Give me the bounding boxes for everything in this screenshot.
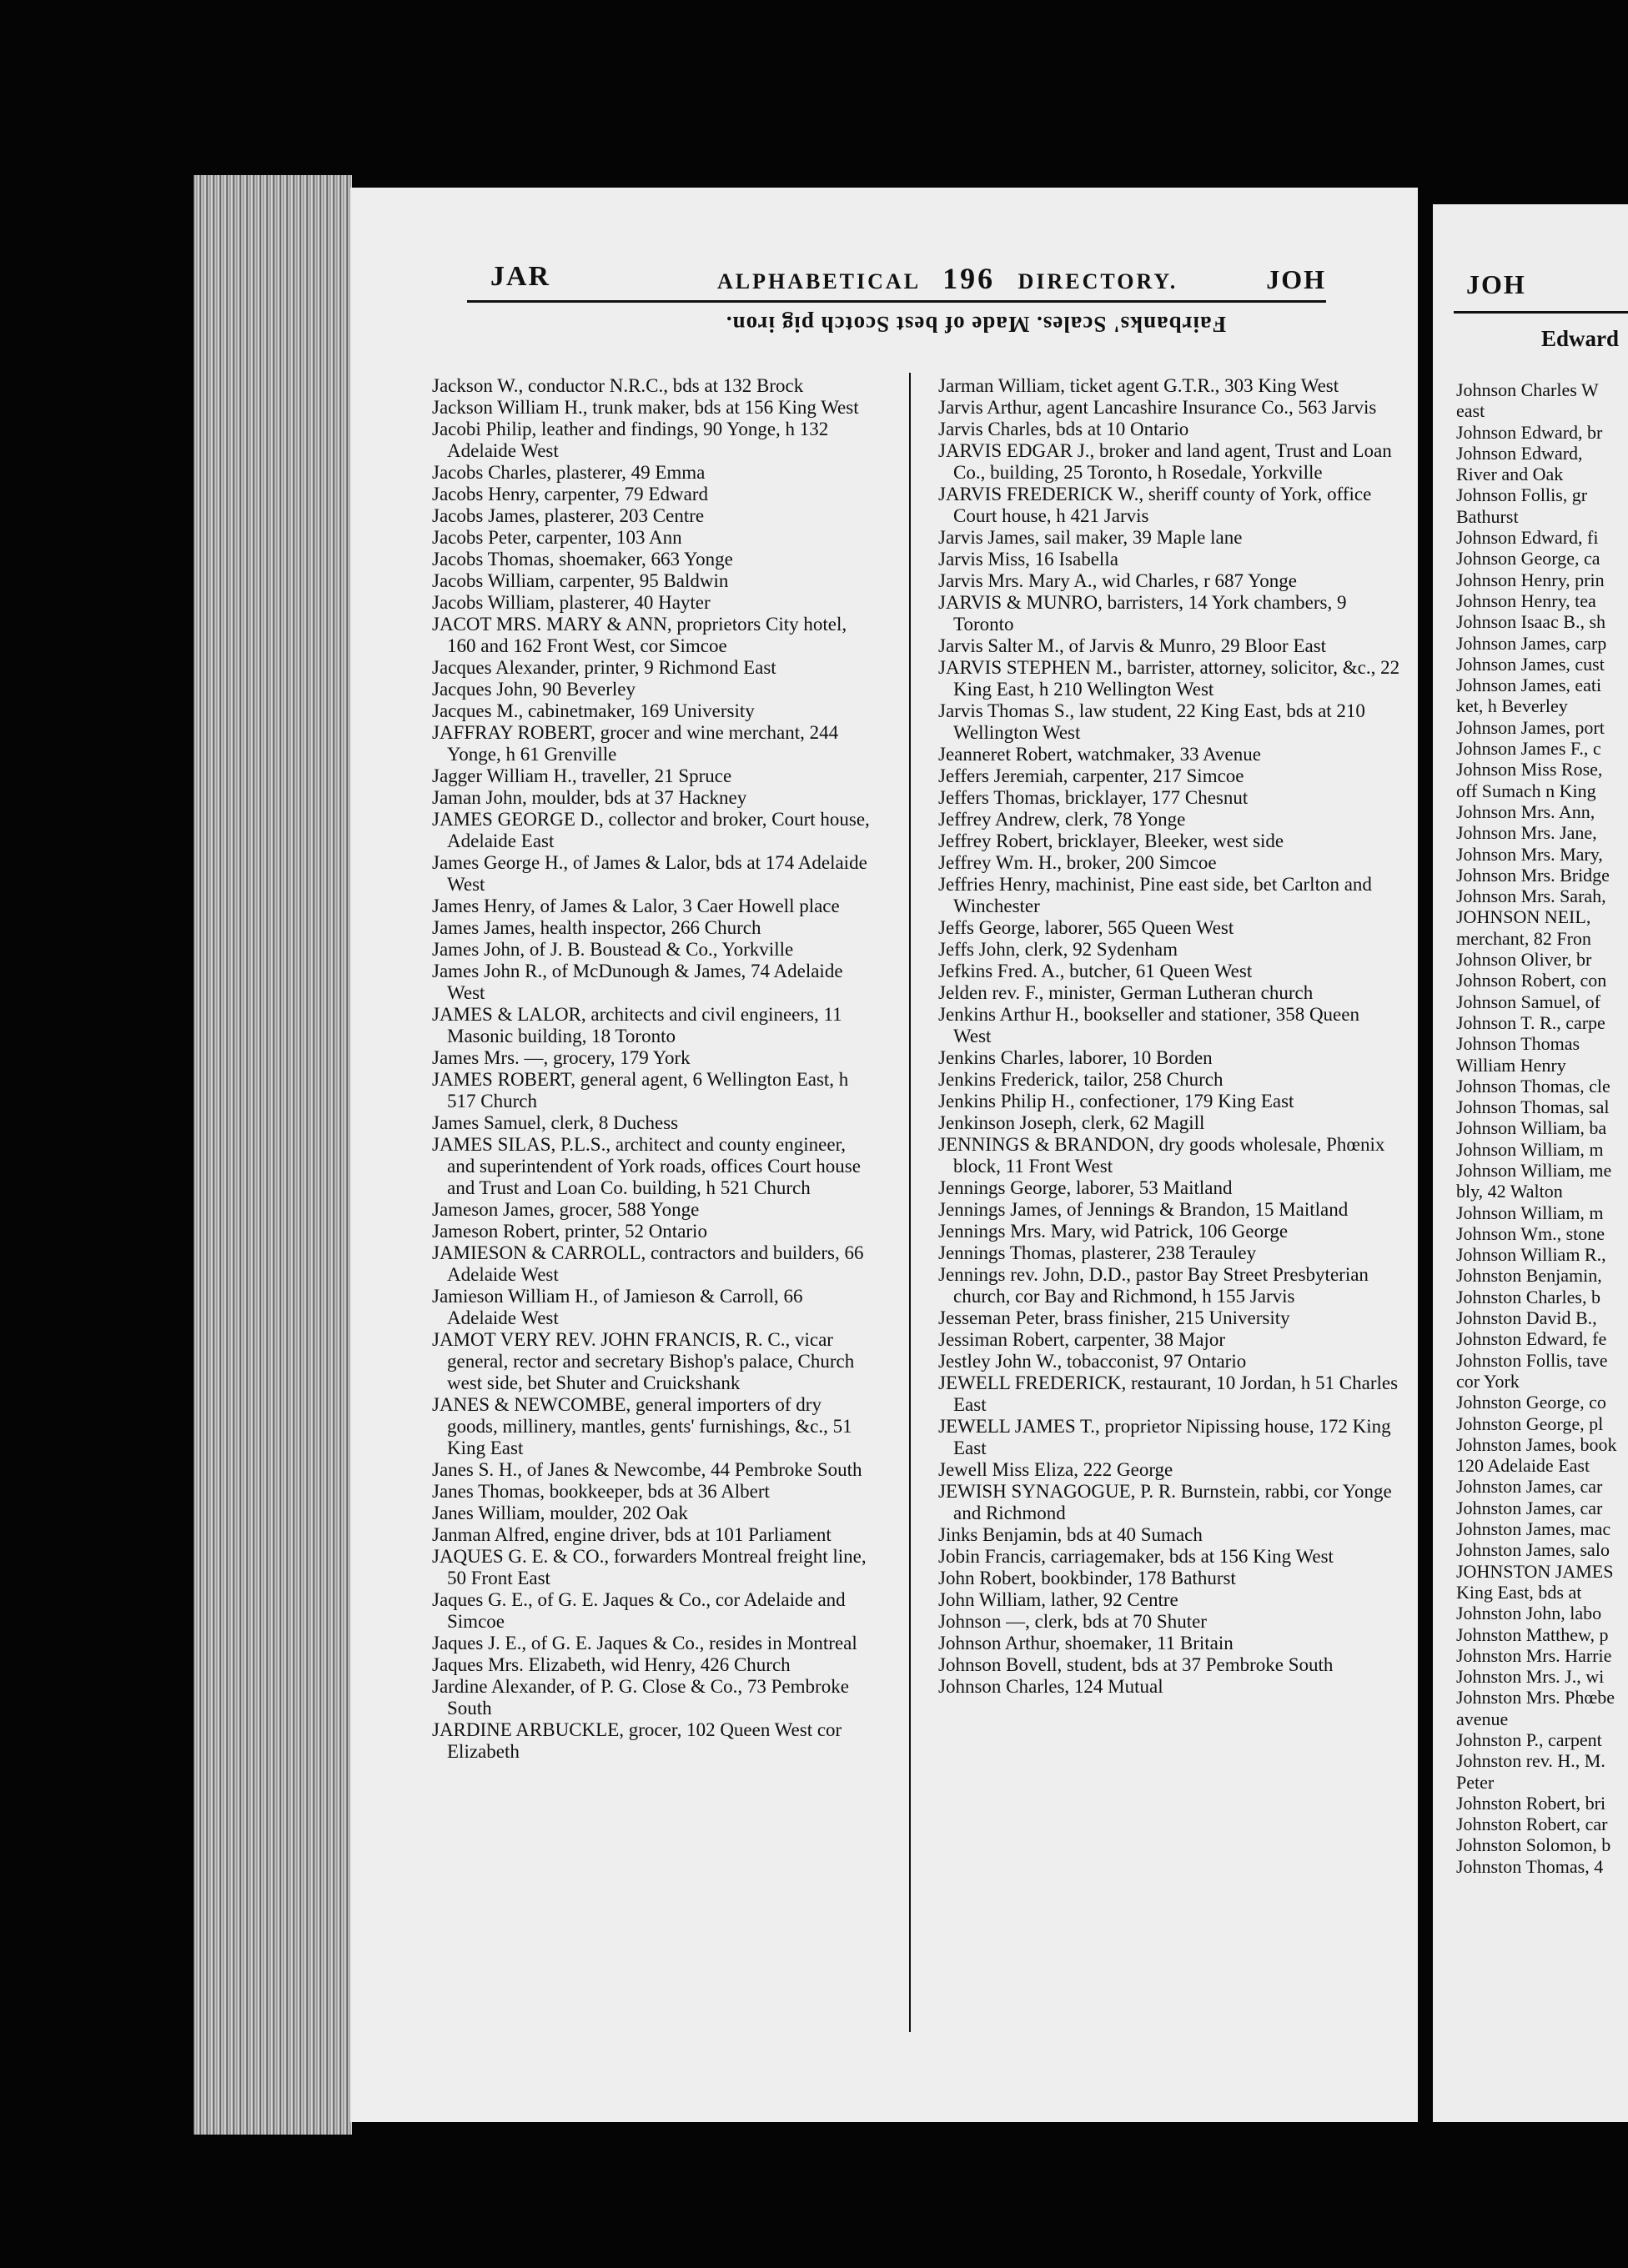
directory-entry: JAMES & LALOR, architects and civil engineers, 11 Masonic building, 18 Toronto [432, 1004, 842, 1046]
directory-entry: Johnston Robert, bri [1456, 1792, 1606, 1814]
directory-entry: Jamieson William H., of Jamieson & Carroll, 66 Adelaide West [432, 1286, 803, 1328]
directory-entry: James John R., of McDunough & James, 74 Adelaide West [432, 961, 843, 1003]
directory-entry: Jackson William H., trunk maker, bds at 156 King West [432, 397, 859, 418]
directory-entry: Jinks Benjamin, bds at 40 Sumach [938, 1524, 1203, 1545]
directory-entry: JEWELL JAMES T., proprietor Nipissing house, 172 King East [938, 1416, 1391, 1458]
directory-entry: Johnston rev. H., M. [1456, 1750, 1605, 1772]
directory-entry: Johnston Follis, tave [1456, 1349, 1608, 1371]
directory-entry: cor York [1456, 1370, 1520, 1392]
directory-entry: King East, bds at [1456, 1581, 1582, 1603]
directory-entry: Johnson Henry, tea [1456, 590, 1596, 611]
directory-entry: Jesseman Peter, brass finisher, 215 University [938, 1307, 1290, 1328]
directory-entry: Peter [1456, 1771, 1495, 1793]
directory-entry: Johnson Henry, prin [1456, 569, 1605, 590]
directory-entry: Johnson Miss Rose, [1456, 759, 1603, 780]
directory-entry: Johnston Mrs. Harrie [1456, 1644, 1612, 1666]
directory-entry: Jennings George, laborer, 53 Maitland [938, 1177, 1233, 1198]
directory-entry: Janes William, moulder, 202 Oak [432, 1503, 688, 1523]
directory-entry: JEWISH SYNAGOGUE, P. R. Burnstein, rabbi, cor Yonge and Richmond [938, 1481, 1392, 1523]
directory-entry: Johnson Edward, fi [1456, 527, 1599, 549]
directory-entry: Jennings Thomas, plasterer, 238 Terauley [938, 1242, 1257, 1263]
directory-entry: Jeanneret Robert, watchmaker, 33 Avenue [938, 744, 1261, 765]
directory-entry: Johnson Mrs. Sarah, [1456, 886, 1606, 907]
directory-entry: Johnson —, clerk, bds at 70 Shuter [938, 1611, 1207, 1632]
directory-entry: Johnson Oliver, br [1456, 949, 1592, 971]
directory-entry: Johnson T. R., carpe [1456, 1011, 1605, 1033]
directory-entry: Jaman John, moulder, bds at 37 Hackney [432, 787, 747, 808]
directory-entry: east [1456, 400, 1485, 422]
directory-entry: Johnson James F., c [1456, 738, 1601, 760]
directory-entry: bly, 42 Walton [1456, 1181, 1563, 1202]
directory-entry: Johnston James, book [1456, 1433, 1617, 1455]
header-title [717, 261, 1178, 296]
directory-entry: Johnston Benjamin, [1456, 1265, 1602, 1287]
directory-entry: Jefkins Fred. A., butcher, 61 Queen West [938, 961, 1253, 981]
directory-entry: Jennings Mrs. Mary, wid Patrick, 106 George [938, 1221, 1289, 1242]
directory-entry: Jarvis James, sail maker, 39 Maple lane [938, 527, 1243, 548]
directory-entry: Johnson Samuel, of [1456, 991, 1600, 1012]
directory-entry: JOHNSON NEIL, [1456, 906, 1591, 928]
directory-entry: Jackson W., conductor N.R.C., bds at 132 Brock [432, 375, 804, 396]
directory-entry: Jameson James, grocer, 588 Yonge [432, 1199, 700, 1220]
facing-page-banner: Edward [1541, 326, 1620, 351]
directory-entry: Johnson Thomas, cle [1456, 1075, 1610, 1096]
directory-entry: Jacques M., cabinetmaker, 169 University [432, 700, 755, 721]
directory-entry: JAFFRAY ROBERT, grocer and wine merchant, 244 Yonge, h 61 Grenville [432, 722, 839, 765]
directory-entry: merchant, 82 Fron [1456, 927, 1591, 949]
directory-entry: Bathurst [1456, 505, 1519, 527]
directory-entry: Jewell Miss Eliza, 222 George [938, 1459, 1173, 1480]
directory-entry: Johnson William, m [1456, 1202, 1604, 1223]
directory-entry: Jeffrey Robert, bricklayer, Bleeker, west side [938, 830, 1284, 851]
facing-page [1433, 204, 1628, 2122]
directory-entry: Johnston Thomas, 4 [1456, 1855, 1604, 1877]
directory-entry: Jarman William, ticket agent G.T.R., 303 King West [938, 375, 1339, 396]
directory-entry: Johnson James, carp [1456, 632, 1607, 654]
directory-entry: JAMES ROBERT, general agent, 6 Wellington East, h 517 Church [432, 1069, 849, 1111]
directory-entry: Jacobi Philip, leather and findings, 90 Yonge, h 132 Adelaide West [432, 419, 829, 461]
right-column [938, 375, 1401, 1698]
page-header [350, 261, 1418, 311]
book-page-edges [193, 175, 352, 2135]
directory-entry: JARVIS EDGAR J., broker and land agent, Trust and Loan Co., building, 25 Toronto, h Rosedale, Yorkville [938, 440, 1392, 483]
directory-entry: Johnson Charles W [1456, 379, 1599, 400]
directory-entry: Johnston Edward, fe [1456, 1328, 1607, 1350]
directory-entry: Janman Alfred, engine driver, bds at 101 Parliament [432, 1524, 832, 1545]
directory-entry: Johnston George, co [1456, 1392, 1606, 1413]
directory-entry: Jeffs George, laborer, 565 Queen West [938, 917, 1234, 938]
directory-entry: ket, h Beverley [1456, 695, 1568, 717]
directory-entry: Johnson William, me [1456, 1159, 1612, 1181]
directory-entry: 120 Adelaide East [1456, 1455, 1590, 1477]
directory-entry: Jaques J. E., of G. E. Jaques & Co., resides in Montreal [432, 1633, 857, 1653]
directory-entry: Jeffrey Wm. H., broker, 200 Simcoe [938, 852, 1217, 873]
header-right-guide: JOH [1266, 264, 1326, 294]
directory-entry: avenue [1456, 1708, 1509, 1729]
directory-entry: Johnston P., carpent [1456, 1729, 1602, 1750]
directory-entry: Johnston John, labo [1456, 1603, 1602, 1624]
directory-entry: Johnson James, cust [1456, 653, 1605, 675]
directory-entry: Jarvis Charles, bds at 10 Ontario [938, 419, 1189, 439]
directory-entry: Jeffers Thomas, bricklayer, 177 Chesnut [938, 787, 1249, 808]
directory-entry: JAMIESON & CARROLL, contractors and builders, 66 Adelaide West [432, 1242, 864, 1285]
directory-entry: Johnston Robert, car [1456, 1814, 1608, 1835]
header-left-guide: JAR [490, 261, 551, 292]
directory-entry: James Samuel, clerk, 8 Duchess [432, 1112, 679, 1133]
directory-entry: Johnson George, ca [1456, 548, 1600, 570]
directory-entry: Jeffrey Andrew, clerk, 78 Yonge [938, 809, 1186, 830]
directory-entry: River and Oak [1456, 464, 1564, 485]
directory-entry: Johnson Thomas [1456, 1033, 1580, 1055]
directory-entry: Johnson Bovell, student, bds at 37 Pembroke South [938, 1654, 1334, 1675]
directory-entry: Johnston James, car [1456, 1476, 1603, 1498]
advertisement-banner: Fairbanks' Scales. Made of best Scotch pig iron. [725, 312, 1227, 337]
directory-entry: Jacobs Charles, plasterer, 49 Emma [432, 462, 706, 483]
directory-entry: Jaques G. E., of G. E. Jaques & Co., cor Adelaide and Simcoe [432, 1589, 846, 1632]
directory-entry: Janes S. H., of Janes & Newcombe, 44 Pembroke South [432, 1459, 862, 1480]
directory-entry: Jenkins Arthur H., bookseller and stationer, 358 Queen West [938, 1004, 1359, 1046]
directory-entry: JOHNSTON JAMES [1456, 1560, 1614, 1582]
directory-entry: James Henry, of James & Lalor, 3 Caer Howell place [432, 896, 840, 916]
directory-entry: JARDINE ARBUCKLE, grocer, 102 Queen West cor Elizabeth [432, 1719, 842, 1762]
directory-entry: Johnston James, mac [1456, 1518, 1611, 1540]
directory-entry: Jacobs Henry, carpenter, 79 Edward [432, 484, 708, 504]
directory-entry: Jacobs Thomas, shoemaker, 663 Yonge [432, 549, 733, 570]
directory-entry: Jarvis Miss, 16 Isabella [938, 549, 1118, 570]
directory-entry: Jacques Alexander, printer, 9 Richmond East [432, 657, 776, 678]
directory-entry: Jarvis Arthur, agent Lancashire Insurance Co., 563 Jarvis [938, 397, 1377, 418]
directory-entry: Jacobs William, plasterer, 40 Hayter [432, 592, 711, 613]
directory-entry: Johnson Charles, 124 Mutual [938, 1676, 1163, 1697]
directory-entry: Jeffs John, clerk, 92 Sydenham [938, 939, 1178, 960]
directory-entry: John William, lather, 92 Centre [938, 1589, 1178, 1610]
directory-page [350, 188, 1418, 2122]
directory-entry: William Henry [1456, 1054, 1566, 1076]
directory-entry: Johnson Mrs. Ann, [1456, 800, 1595, 822]
directory-entry: Johnson William R., [1456, 1244, 1606, 1266]
facing-page-column [1456, 379, 1628, 1877]
directory-entry: JARVIS & MUNRO, barristers, 14 York chambers, 9 Toronto [938, 592, 1347, 635]
directory-entry: Jelden rev. F., minister, German Lutheran church [938, 982, 1314, 1003]
column-divider [909, 373, 911, 2032]
directory-entry: Johnson Mrs. Jane, [1456, 822, 1597, 844]
directory-entry: Johnston James, salo [1456, 1539, 1610, 1561]
directory-entry: Johnston Matthew, p [1456, 1623, 1609, 1645]
directory-entry: JACOT MRS. MARY & ANN, proprietors City hotel, 160 and 162 Front West, cor Simcoe [432, 614, 847, 656]
directory-entry: Jameson Robert, printer, 52 Ontario [432, 1221, 707, 1242]
directory-entry: Jennings James, of Jennings & Brandon, 15 Maitland [938, 1199, 1349, 1220]
directory-entry: Jenkinson Joseph, clerk, 62 Magill [938, 1112, 1205, 1133]
directory-entry: Johnson James, eati [1456, 675, 1602, 696]
directory-entry: Johnson Mrs. Mary, [1456, 843, 1603, 865]
directory-entry: James George H., of James & Lalor, bds at 174 Adelaide West [432, 852, 867, 895]
directory-entry: Johnson Edward, br [1456, 421, 1603, 443]
directory-entry: JAMOT VERY REV. JOHN FRANCIS, R. C., vicar general, rector and secretary Bishop's palace, Church west side, bet Shuter and Cruickshank [432, 1329, 855, 1393]
directory-entry: Johnson Mrs. Bridge [1456, 864, 1610, 886]
directory-entry: Jenkins Charles, laborer, 10 Borden [938, 1047, 1213, 1068]
directory-entry: Jarvis Salter M., of Jarvis & Munro, 29 Bloor East [938, 635, 1327, 656]
directory-entry: Jarvis Mrs. Mary A., wid Charles, r 687 Yonge [938, 570, 1297, 591]
directory-entry: Jacobs William, carpenter, 95 Baldwin [432, 570, 729, 591]
directory-entry: Johnson Robert, con [1456, 970, 1607, 991]
directory-entry: Johnson Isaac B., sh [1456, 611, 1606, 633]
directory-entry: Johnson Arthur, shoemaker, 11 Britain [938, 1633, 1234, 1653]
directory-entry: Jarvis Thomas S., law student, 22 King East, bds at 210 Wellington West [938, 700, 1365, 743]
directory-entry: James Mrs. —, grocery, 179 York [432, 1047, 691, 1068]
facing-page-header: JOH [1466, 269, 1526, 299]
directory-entry: Johnston Charles, b [1456, 1286, 1600, 1307]
header-title-text: ALPHABETICAL [717, 269, 920, 294]
directory-entry: Johnston James, car [1456, 1497, 1603, 1518]
directory-entry: Johnson Edward, [1456, 442, 1583, 464]
directory-entry: Jacques John, 90 Beverley [432, 679, 636, 700]
directory-entry: Jeffries Henry, machinist, Pine east side, bet Carlton and Winchester [938, 874, 1372, 916]
directory-entry: Janes Thomas, bookkeeper, bds at 36 Albert [432, 1481, 770, 1502]
directory-entry: JANES & NEWCOMBE, general importers of dry goods, millinery, mantles, gents' furnishings, &c., 51 King East [432, 1394, 852, 1458]
directory-entry: JAMES GEORGE D., collector and broker, Court house, Adelaide East [432, 809, 870, 851]
directory-entry: Johnson Thomas, sal [1456, 1096, 1610, 1118]
directory-entry: Jessiman Robert, carpenter, 38 Major [938, 1329, 1225, 1350]
directory-entry: JARVIS STEPHEN M., barrister, attorney, solicitor, &c., 22 King East, h 210 Wellington West [938, 657, 1400, 700]
directory-entry: Jenkins Philip H., confectioner, 179 King East [938, 1091, 1294, 1111]
directory-entry: James John, of J. B. Boustead & Co., Yorkville [432, 939, 794, 960]
directory-entry: Jaques Mrs. Elizabeth, wid Henry, 426 Church [432, 1654, 791, 1675]
directory-entry: Johnson Wm., stone [1456, 1222, 1605, 1244]
directory-entry: JEWELL FREDERICK, restaurant, 10 Jordan, h 51 Charles East [938, 1372, 1399, 1415]
directory-entry: off Sumach n King [1456, 780, 1596, 801]
directory-entry: Johnston Mrs. J., wi [1456, 1666, 1605, 1688]
page-number: 196 [942, 262, 996, 295]
directory-entry: Johnston Mrs. Phœbe [1456, 1687, 1615, 1709]
directory-entry: Jagger William H., traveller, 21 Spruce [432, 765, 732, 786]
directory-entry: Jacobs James, plasterer, 203 Centre [432, 505, 705, 526]
directory-entry: Johnston David B., [1456, 1307, 1597, 1329]
directory-entry: Johnson James, port [1456, 716, 1605, 738]
directory-entry: JARVIS FREDERICK W., sheriff county of York, office Court house, h 421 Jarvis [938, 484, 1372, 526]
directory-entry: John Robert, bookbinder, 178 Bathurst [938, 1568, 1236, 1588]
directory-entry: JENNINGS & BRANDON, dry goods wholesale, Phœnix block, 11 Front West [938, 1134, 1385, 1177]
directory-entry: Johnson Follis, gr [1456, 484, 1588, 506]
directory-entry: Jestley John W., tobacconist, 97 Ontario [938, 1351, 1247, 1372]
directory-entry: Jacobs Peter, carpenter, 103 Ann [432, 527, 682, 548]
directory-entry: Johnston George, pl [1456, 1412, 1604, 1434]
facing-page-rule [1454, 311, 1628, 314]
directory-entry: Jennings rev. John, D.D., pastor Bay Street Presbyterian church, cor Bay and Richmond, h 155 Jarvis [938, 1264, 1369, 1307]
directory-entry: Johnston Solomon, b [1456, 1834, 1611, 1856]
left-column [432, 375, 874, 1763]
directory-entry: JAMES SILAS, P.L.S., architect and county engineer, and superintendent of York roads, offices Court house and Trust and Loan Co. building, h 521 Church [432, 1134, 861, 1198]
directory-entry: Jenkins Frederick, tailor, 258 Church [938, 1069, 1224, 1090]
header-rule [467, 300, 1326, 303]
directory-entry: Johnson William, m [1456, 1138, 1604, 1160]
directory-entry: James James, health inspector, 266 Church [432, 917, 761, 938]
directory-entry: Jeffers Jeremiah, carpenter, 217 Simcoe [938, 765, 1244, 786]
directory-entry: JAQUES G. E. & CO., forwarders Montreal freight line, 50 Front East [432, 1546, 867, 1588]
directory-entry: Johnson William, ba [1456, 1117, 1607, 1139]
directory-entry: Jardine Alexander, of P. G. Close & Co., 73 Pembroke South [432, 1676, 849, 1719]
directory-entry: Jobin Francis, carriagemaker, bds at 156 King West [938, 1546, 1334, 1567]
header-subtitle: DIRECTORY. [1018, 269, 1178, 294]
